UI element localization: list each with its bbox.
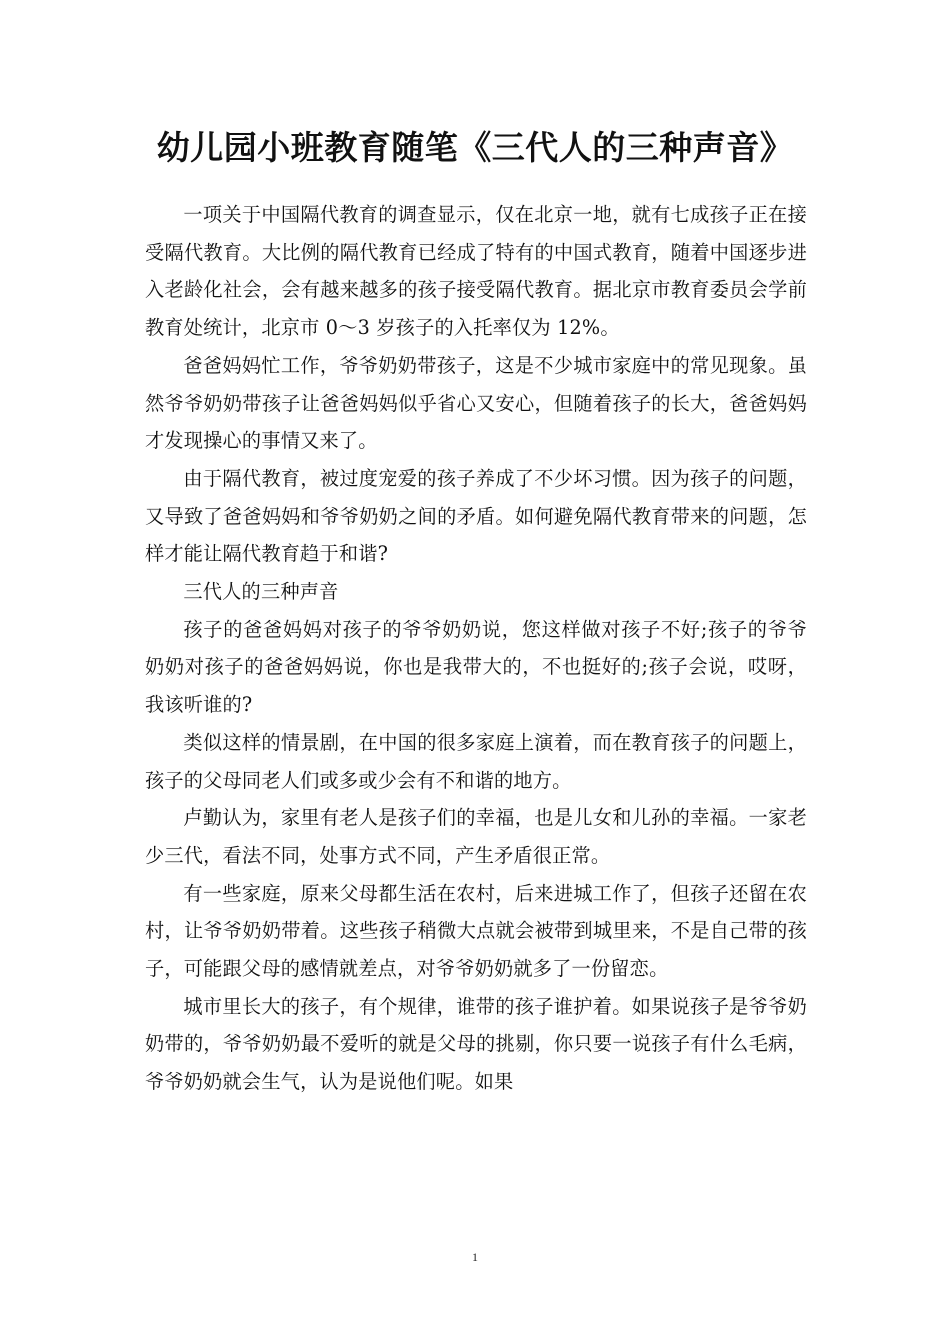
paragraph: 有一些家庭，原来父母都生活在农村，后来进城工作了，但孩子还留在农村，让爷爷奶奶带着。这些孩子稍微大点就会被带到城里来，不是自己带的孩子，可能跟父母的感情就差点，对爷爷奶奶就多了一份留恋。 <box>145 881 807 981</box>
document-body <box>145 196 807 1101</box>
paragraph: 卢勤认为，家里有老人是孩子们的幸福，也是儿女和儿孙的幸福。一家老少三代，看法不同，处事方式不同，产生矛盾很正常。 <box>145 806 807 867</box>
paragraph: 一项关于中国隔代教育的调查显示，仅在北京一地，就有七成孩子正在接受隔代教育。大比例的隔代教育已经成了特有的中国式教育，随着中国逐步进入老龄化社会，会有越来越多的孩子接受隔代教育。据北京市教育委员会学前教育处统计，北京市 0～3 岁孩子的入托率仅为 12%。 <box>145 203 807 340</box>
document-title: 幼儿园小班教育随笔《三代人的三种声音》 <box>156 128 794 167</box>
page-number: 1 <box>472 1250 478 1264</box>
paragraph: 由于隔代教育，被过度宠爱的孩子养成了不少坏习惯。因为孩子的问题，又导致了爸爸妈妈和爷爷奶奶之间的矛盾。如何避免隔代教育带来的问题，怎样才能让隔代教育趋于和谐? <box>145 466 807 566</box>
paragraph: 爸爸妈妈忙工作，爷爷奶奶带孩子，这是不少城市家庭中的常见现象。虽然爷爷奶奶带孩子让爸爸妈妈似乎省心又安心，但随着孩子的长大，爸爸妈妈才发现操心的事情又来了。 <box>145 353 807 453</box>
paragraph: 城市里长大的孩子，有个规律，谁带的孩子谁护着。如果说孩子是爷爷奶奶带的，爷爷奶奶最不爱听的就是父母的挑剔，你只要一说孩子有什么毛病，爷爷奶奶就会生气，认为是说他们呢。如果 <box>145 994 807 1094</box>
paragraph: 孩子的爸爸妈妈对孩子的爷爷奶奶说，您这样做对孩子不好;孩子的爷爷奶奶对孩子的爸爸妈妈说，你也是我带大的，不也挺好的;孩子会说，哎呀，我该听谁的? <box>145 617 807 717</box>
section-heading: 三代人的三种声音 <box>183 580 339 604</box>
paragraph: 类似这样的情景剧，在中国的很多家庭上演着，而在教育孩子的问题上，孩子的父母同老人们或多或少会有不和谐的地方。 <box>145 730 807 792</box>
